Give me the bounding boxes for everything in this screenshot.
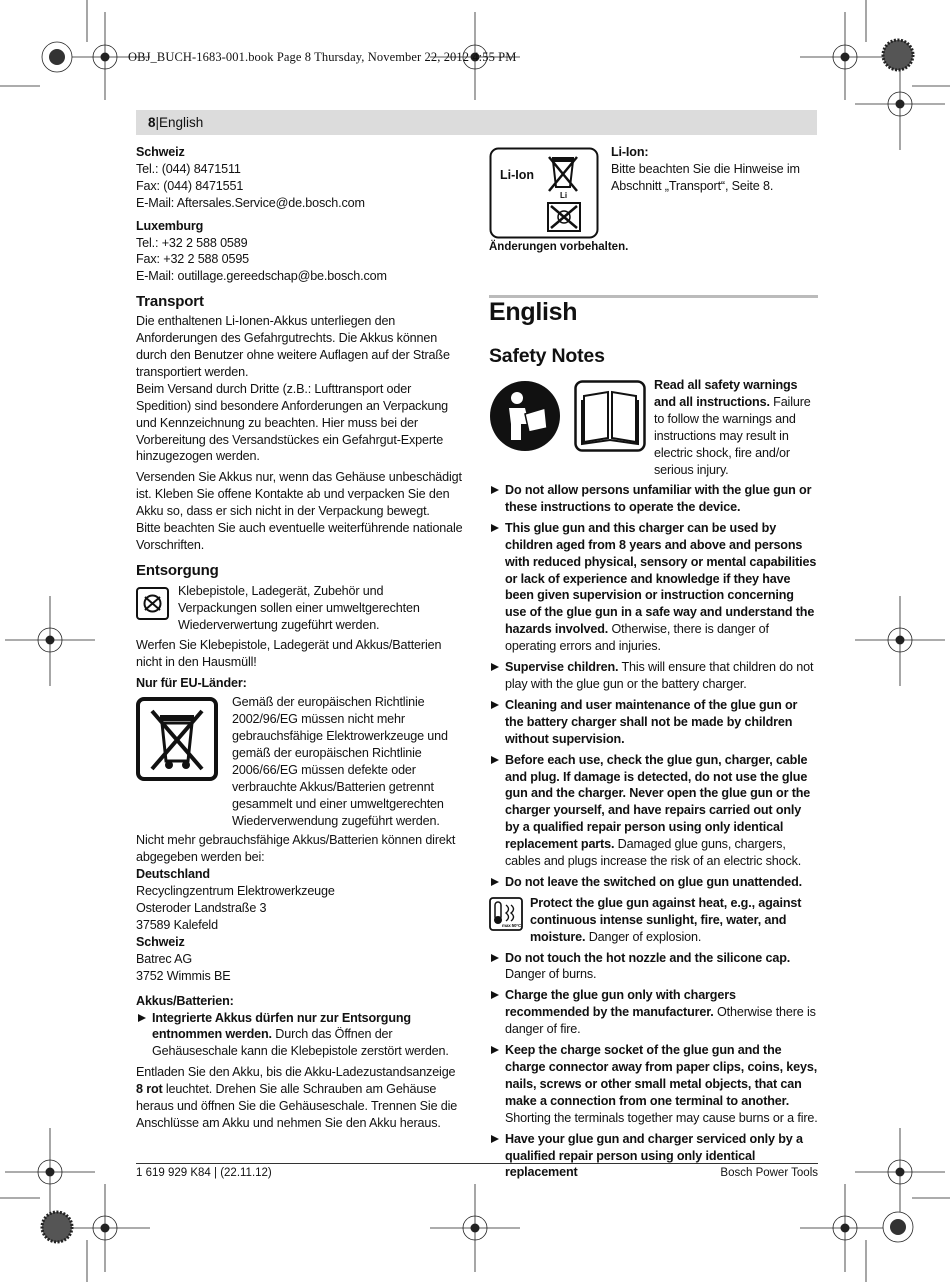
heat-warning-text: Danger of explosion. — [585, 929, 702, 944]
left-column — [136, 144, 464, 1132]
footer-brand: Bosch Power Tools — [720, 1167, 818, 1179]
transport-p1: Die enthaltenen Li-Ionen-Akkus unterliegen den Anforderungen des Gefahrgutrechts. Die Akkus können durch den Benutzer ohne weitere Auflagen auf der Straße transportiert werden. — [136, 314, 450, 379]
bullet-text: Danger of burns. — [505, 967, 597, 982]
read-warnings-text: Failure to follow the warnings and instructions may result in electric shock, fire and/or serious injury. — [654, 394, 811, 477]
crossed-bin-icon — [136, 697, 218, 781]
bullet-bold: Do not leave the switched on glue gun unattended. — [505, 874, 803, 889]
bullet-text: Damaged glue guns, chargers, cables and plugs increase the risk of an electric shock. — [505, 837, 802, 869]
bullet-bold: Supervise children. — [505, 660, 619, 675]
luxemburg-email: E-Mail: outillage.gereedschap@be.bosch.com — [136, 269, 387, 284]
schweiz-title: Schweiz — [136, 145, 185, 159]
deutschland-title: Deutschland — [136, 867, 210, 882]
header-separator: | — [155, 115, 160, 130]
safety-bullet — [489, 482, 818, 516]
footer-code: 1 619 929 K84 | (22.11.12) — [136, 1167, 272, 1179]
bullet-bold: Have your glue gun and charger serviced only by a qualified repair person using only identical replacement — [505, 1131, 803, 1180]
bullet-text: This will ensure that children do not play with the glue gun or the battery charger. — [505, 660, 814, 691]
entsorgung-p2: Werfen Sie Klebepistole, Ladegerät und Akkus/Batterien nicht in den Hausmüll! — [136, 638, 442, 670]
deutschland-line2: Osteroder Landstraße 3 — [136, 901, 267, 916]
bullet-bold: Do not allow persons unfamiliar with the glue gun or these instructions to operate the device. — [505, 483, 812, 514]
eu-text: Gemäß der europäischen Richtlinie 2002/96/EG müssen nicht mehr gebrauchsfähige Elektrowerkzeuge und gemäß der europäischen Richtlinie 2006/66/EG müssen defekte oder verbrauchte Akkus/Batterien getrennt gesammelt und einer umweltgerechten Wiederverwendung zugeführt werden. — [232, 695, 448, 828]
safety-bullet — [489, 697, 818, 748]
entsorgung-heading: Entsorgung — [136, 561, 219, 579]
heat-icon-text: max 50°C — [502, 922, 522, 928]
liion-label: Li-Ion — [500, 168, 535, 182]
safety-notes-heading: Safety Notes — [489, 345, 605, 367]
safety-bullets — [489, 482, 818, 1181]
heat-warning-icon — [489, 897, 523, 931]
safety-bullet — [489, 950, 818, 984]
bullet-bold: This glue gun and this charger can be used by children aged from 8 years and above and persons with reduced physical, sensory or mental capabilities or lack of experience and knowledge if they have been given supervision or instruction concerning use of the glue gun in a safe way and understand the hazards involved. — [505, 520, 817, 637]
liion-note — [611, 144, 819, 195]
bullet-bold: Before each use, check the glue gun, charger, cable and plug. If damage is detected, do not use the glue gun and the charger. Never open the glue gun or the charger yourself, and have repairs carried out only by a qualified repair person using only identical replacement parts. — [505, 752, 811, 852]
heat-warning — [530, 895, 818, 946]
heat-warning-bold: Protect the glue gun against heat, e.g., against continuous intense sunlight, fire, water, and moisture. — [530, 895, 802, 944]
safety-bullet — [489, 1042, 818, 1127]
schweiz2-title: Schweiz — [136, 934, 185, 949]
deutschland-line1: Recyclingzentrum Elektrowerkzeuge — [136, 884, 335, 899]
transport-p2: Beim Versand durch Dritte (z.B.: Lufttransport oder Spedition) sind besondere Anforderungen an Verpackung und Kennzeichnung zu beachten. Hier muss bei der Vorbereitung des Versandstückes ein Gefahrgut-Experte hinzugezogen werden. — [136, 381, 449, 464]
liion-disposal-icon — [489, 147, 599, 239]
entsorgung-p1: Klebepistole, Ladegerät, Zubehör und Verpackungen sollen einer umweltgerechten Wiederverwertung zugeführt werden. — [178, 583, 420, 632]
transport-p4: Bitte beachten Sie auch eventuelle weiterführende nationale Vorschriften. — [136, 521, 463, 552]
manual-book-icon — [574, 380, 646, 452]
read-warnings-bold: Read all safety warnings and all instructions. — [654, 378, 798, 409]
read-manual-icon — [489, 380, 561, 452]
liion-text: Bitte beachten Sie die Hinweise im Abschnitt „Transport“, Seite 8. — [611, 161, 800, 193]
luxemburg-tel: Tel.: +32 2 588 0589 — [136, 235, 248, 250]
header-language: English — [159, 115, 204, 130]
akkus-paragraph — [136, 1064, 464, 1132]
transport-p3: Versenden Sie Akkus nur, wenn das Gehäuse unbeschädigt ist. Kleben Sie offene Kontakte ab und verpacken Sie den Akku so, dass er sich nicht in der Verpackung bewegt. — [136, 470, 462, 519]
bullet-text: Otherwise there is danger of fire. — [505, 1005, 816, 1037]
akkus-p-b: 8 rot — [136, 1082, 163, 1097]
akkus-p-c: leuchtet. Drehen Sie alle Schrauben am Gehäuse heraus und öffnen Sie die Gehäuseschale. Trennen Sie die Anschlüsse am Akku und nehmen Sie den Akku heraus. — [136, 1082, 458, 1130]
bullet-text: Otherwise, there is danger of operating errors and injuries. — [505, 622, 769, 654]
schweiz2-line1: Batrec AG — [136, 951, 193, 966]
print-slug: OBJ_BUCH-1683-001.book Page 8 Thursday, November 22, 2012 4:55 PM — [128, 50, 517, 64]
liion-title: Li-Ion: — [611, 145, 649, 159]
safety-bullet — [489, 874, 818, 891]
schweiz-tel: Tel.: (044) 8471511 — [136, 161, 241, 176]
deutschland-line3: 37589 Kalefeld — [136, 917, 218, 932]
recycling-icon — [136, 587, 169, 620]
safety-bullet — [489, 520, 818, 655]
akkus-title: Akkus/Batterien: — [136, 993, 234, 1008]
footer-rule — [136, 1163, 818, 1164]
page-header — [136, 110, 817, 135]
safety-bullet — [489, 659, 818, 693]
akkus-bullet-text: Durch das Öffnen der Gehäuseschale kann die Klebepistole zerstört werden. — [152, 1027, 449, 1059]
entsorgung-p3: Nicht mehr gebrauchsfähige Akkus/Batterien können direkt abgegeben werden bei: — [136, 833, 456, 865]
read-warnings — [654, 377, 818, 478]
transport-heading: Transport — [136, 293, 204, 311]
safety-bullet — [489, 752, 818, 870]
li-small-label: Li — [560, 191, 568, 200]
page-number: 8 — [148, 115, 156, 130]
bullet-bold: Do not touch the hot nozzle and the silicone cap. — [505, 950, 791, 965]
bullet-text: Shorting the terminals together may cause burns or a fire. — [505, 1110, 818, 1125]
bullet-bold: Cleaning and user maintenance of the glue gun or the battery charger shall not be made by children without supervision. — [505, 697, 798, 746]
changes-note: Änderungen vorbehalten. — [489, 241, 629, 253]
luxemburg-fax: Fax: +32 2 588 0595 — [136, 252, 250, 267]
safety-bullet — [489, 987, 818, 1038]
schweiz2-line2: 3752 Wimmis BE — [136, 968, 231, 983]
english-heading: English — [489, 298, 578, 326]
schweiz-email: E-Mail: Aftersales.Service@de.bosch.com — [136, 195, 365, 210]
luxemburg-title: Luxemburg — [136, 218, 204, 233]
akkus-bullet — [136, 1010, 464, 1061]
eu-title: Nur für EU-Länder: — [136, 676, 247, 691]
akkus-bullet-bold: Integrierte Akkus dürfen nur zur Entsorgung entnommen werden. — [152, 1010, 411, 1042]
bullet-bold: Charge the glue gun only with chargers recommended by the manufacturer. — [505, 988, 736, 1020]
akkus-p-a: Entladen Sie den Akku, bis die Akku-Ladezustandsanzeige — [136, 1065, 456, 1080]
bullet-bold: Keep the charge socket of the glue gun and the charge connector away from paper clips, coins, keys, nails, screws or other small metal objects, that can make a connection from one terminal to another. — [505, 1043, 818, 1108]
schweiz-fax: Fax: (044) 8471551 — [136, 178, 244, 193]
